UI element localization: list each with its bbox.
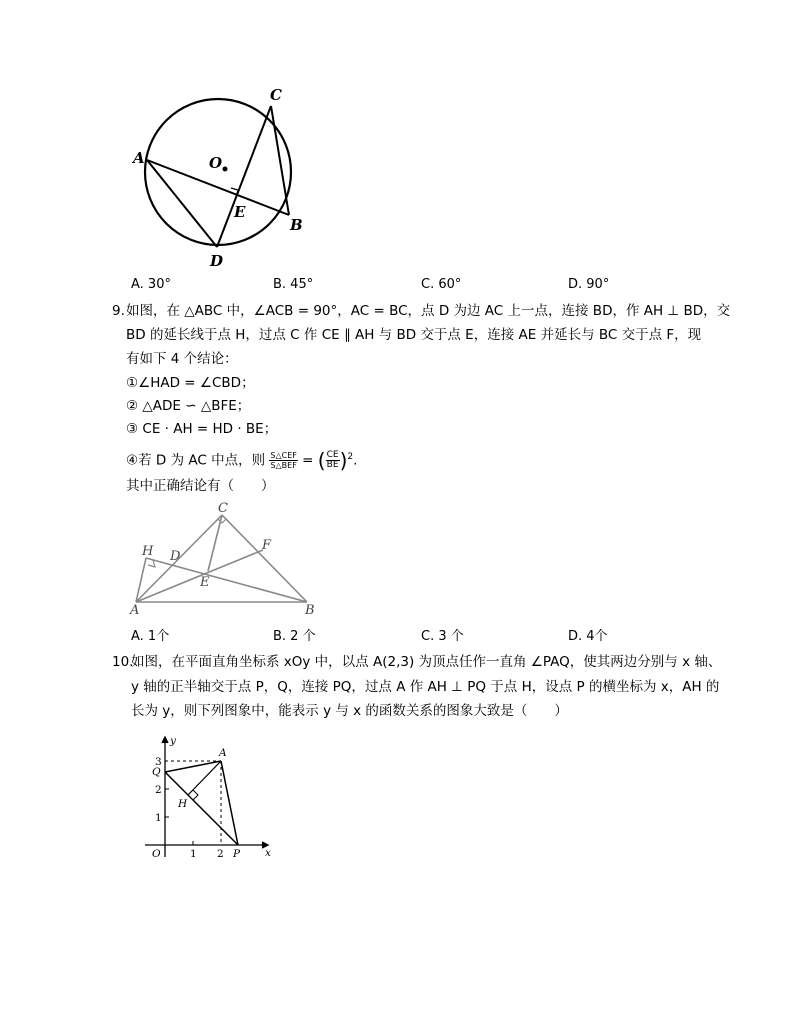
q10-segment-ap xyxy=(221,761,238,845)
q10-label-a: A xyxy=(219,747,227,759)
q8-option-a: A. 30° xyxy=(131,277,171,292)
q8-label-c: C xyxy=(270,86,282,104)
q10-number: 10. xyxy=(112,654,134,670)
q9-option-a: A. 1个 xyxy=(131,629,170,644)
q9-option-d: D. 4个 xyxy=(568,629,608,644)
q9-c4-ratio-fraction xyxy=(326,451,340,470)
q9-segment-ah xyxy=(136,558,146,602)
q9-segment-bc xyxy=(222,515,307,602)
q8-figure xyxy=(125,80,325,270)
q8-label-b: B xyxy=(290,216,303,234)
q9-option-c: C. 3 个 xyxy=(421,629,464,644)
q10-line-1: 如图，在平面直角坐标系 xOy 中，以点 A(2,3) 为顶点任作一直角 ∠PAQ，使其两边分别与 x 轴、 xyxy=(131,654,722,670)
q9-line-1: 如图，在 △ABC 中，∠ACB = 90°，AC = BC，点 D 为边 AC 上一点，连接 BD，作 AH ⊥ BD，交 xyxy=(126,303,731,319)
q8-option-d: D. 90° xyxy=(568,277,610,292)
q8-center-dot xyxy=(223,167,228,172)
q9-label-h: H xyxy=(142,544,154,559)
q9-segment-ce xyxy=(208,515,222,571)
q10-tick-label-y1: 1 xyxy=(155,812,162,824)
q10-label-h: H xyxy=(178,798,188,810)
q9-c4-rfrac-den: BE xyxy=(326,460,339,470)
q8-label-a: A xyxy=(133,149,145,167)
q9-option-b: B. 2 个 xyxy=(273,629,316,644)
q9-right-angle-c xyxy=(218,519,226,523)
q8-option-c: C. 60° xyxy=(421,277,462,292)
q9-c4-area-fraction xyxy=(269,451,297,470)
q9-right-angle-h xyxy=(148,560,155,567)
q8-circle xyxy=(145,99,291,245)
q9-conclusion-3: ③ CE · AH = HD · BE； xyxy=(126,421,278,437)
q10-line-2: y 轴的正半轴交于点 P，Q，连接 PQ，过点 A 作 AH ⊥ PQ 于点 H，设点 P 的横坐标为 x，AH 的 xyxy=(131,679,720,695)
q9-label-c: C xyxy=(218,501,228,516)
q9-c4-frac-den: S△BEF xyxy=(270,461,297,470)
q10-label-y: y xyxy=(170,735,176,747)
q9-line-2: BD 的延长线于点 H，过点 C 作 CE ∥ AH 与 BD 交于点 E，连接 AE 并延长与 BC 交于点 F，现 xyxy=(126,327,702,343)
q9-c4-frac-num: S△CEF xyxy=(270,451,297,460)
q8-segment-cd xyxy=(217,106,271,247)
q9-question: 其中正确结论有（ ） xyxy=(126,478,275,494)
q8-option-b: B. 45° xyxy=(273,277,314,292)
q9-c4-paren-open: ( xyxy=(317,448,326,473)
q9-label-e: E xyxy=(200,575,210,590)
q9-c4-exponent: 2 xyxy=(347,452,354,462)
q10-tick-label-x2: 2 xyxy=(217,848,224,860)
q10-label-q: Q xyxy=(152,766,161,778)
q10-label-x: x xyxy=(265,847,271,859)
q9-label-d: D xyxy=(170,549,181,564)
q8-label-d: D xyxy=(210,252,224,270)
q10-label-o: O xyxy=(152,848,161,860)
q10-tick-label-y2: 2 xyxy=(155,784,162,796)
q8-label-o: O xyxy=(209,154,223,172)
q8-label-e: E xyxy=(234,203,246,221)
q9-conclusion-4 xyxy=(126,444,357,474)
q10-right-angle-h xyxy=(193,790,198,800)
q8-segment-cb xyxy=(271,106,289,215)
q9-conclusion-2: ② △ADE ∽ △BFE； xyxy=(126,398,251,414)
q9-number: 9. xyxy=(112,303,125,319)
q10-segment-qp xyxy=(165,772,238,845)
q9-c4-equals: = xyxy=(302,452,314,469)
q9-c4-paren-close: ) xyxy=(339,448,348,473)
q9-c4-prefix: ④若 D 为 AC 中点，则 xyxy=(126,452,266,469)
q10-label-p: P xyxy=(233,848,241,860)
q9-line-3: 有如下 4 个结论： xyxy=(126,351,238,367)
q9-label-f: F xyxy=(262,538,272,553)
q10-tick-label-x1: 1 xyxy=(190,848,197,860)
q9-label-a: A xyxy=(130,603,140,618)
q10-figure xyxy=(135,730,285,865)
q10-tick-label-y3: 3 xyxy=(155,756,162,768)
q9-figure xyxy=(125,500,325,618)
q9-c4-end: . xyxy=(353,452,358,469)
q9-label-b: B xyxy=(305,603,315,618)
q10-y-arrow xyxy=(162,737,168,743)
q9-conclusion-1: ①∠HAD = ∠CBD； xyxy=(126,375,255,391)
q9-c4-rfrac-num: CE xyxy=(326,450,339,460)
q10-line-3: 长为 y，则下列图象中，能表示 y 与 x 的函数关系的图象大致是（ ） xyxy=(131,703,568,719)
